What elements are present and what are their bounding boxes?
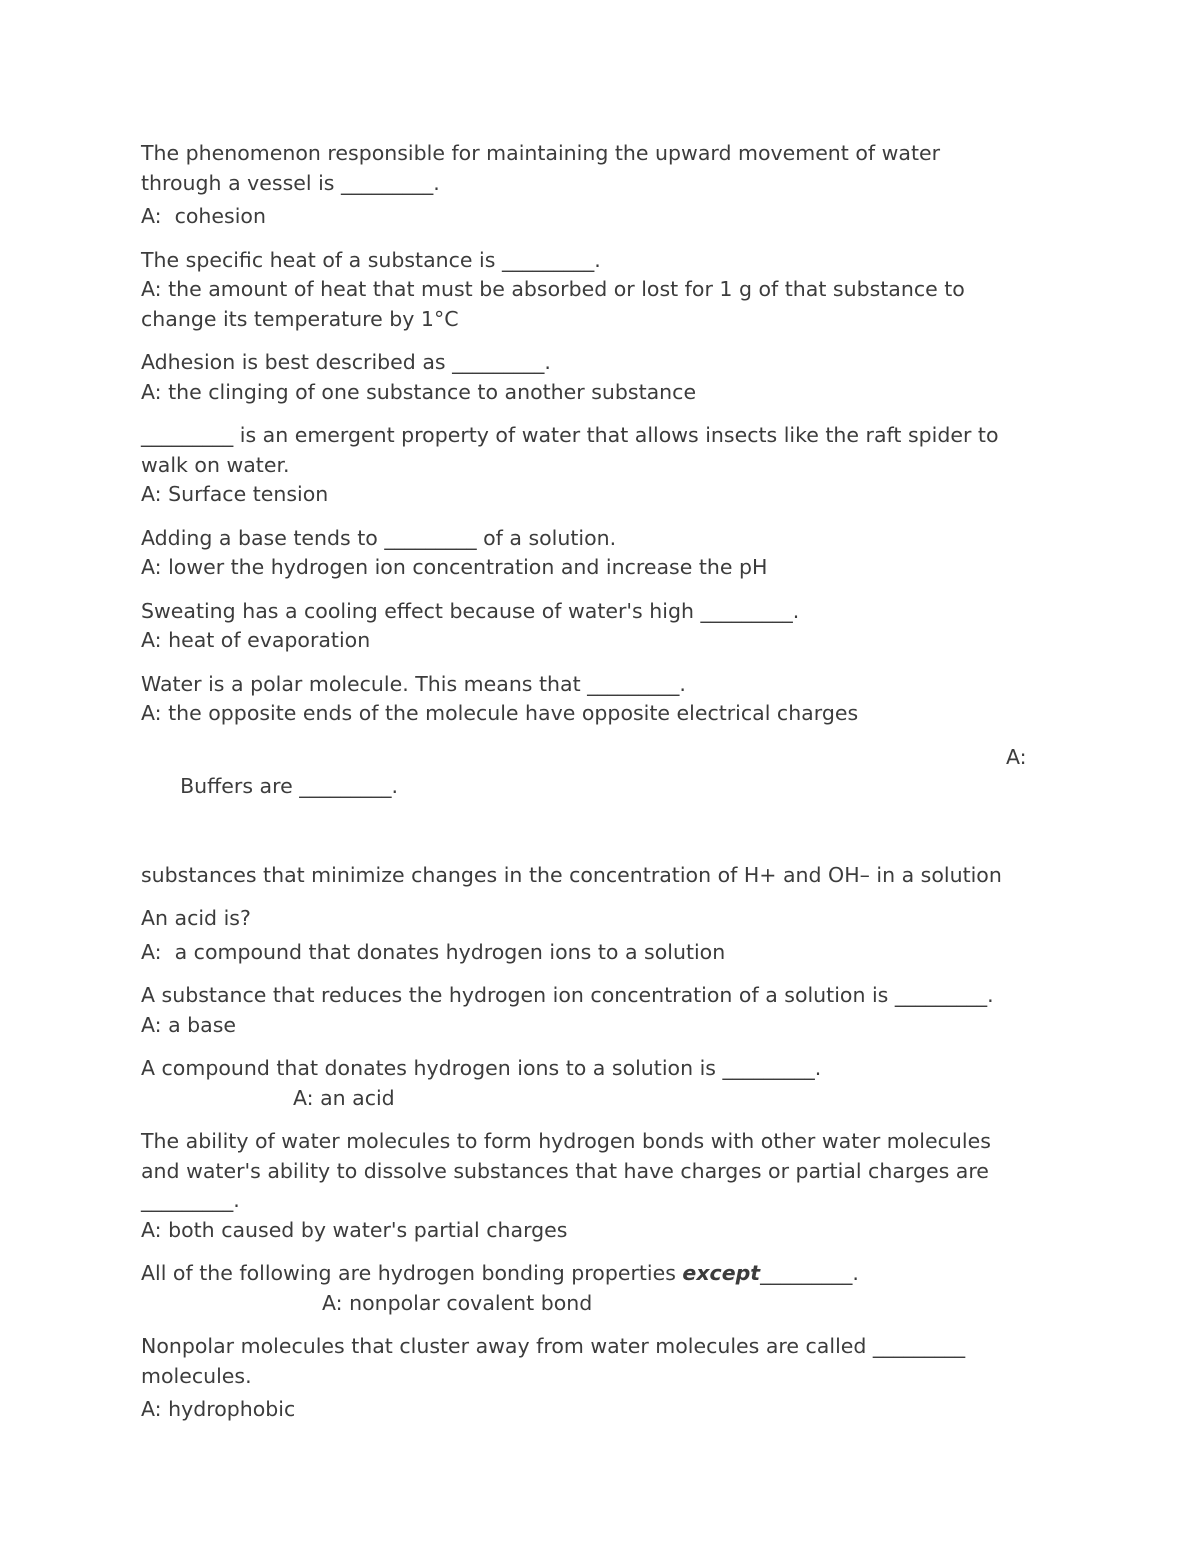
question-text: Adding a base tends to _________ of a solution. bbox=[141, 525, 617, 550]
qa-item-4 bbox=[141, 421, 1061, 510]
qa-item-11 bbox=[141, 1054, 1061, 1113]
qa-item-9 bbox=[141, 904, 1061, 967]
answer-text: A: lower the hydrogen ion concentration and increase the pH bbox=[141, 555, 768, 579]
question-text: Buffers are _________. bbox=[180, 774, 398, 798]
question-text: The specific heat of a substance is _________. bbox=[141, 247, 601, 272]
question-text: and water's ability to dissolve substances that have charges or partial charges are bbox=[141, 1158, 989, 1183]
qa-item-12 bbox=[141, 1127, 1061, 1245]
answer-text: A: a compound that donates hydrogen ions to a solution bbox=[141, 939, 726, 964]
qa-item-13 bbox=[141, 1259, 1061, 1318]
answer-text: A: the opposite ends of the molecule have opposite electrical charges bbox=[141, 701, 859, 725]
answer-text: A: both caused by water's partial charges bbox=[141, 1217, 568, 1242]
answer-text: substances that minimize changes in the concentration of H+ and OH– in a solution bbox=[141, 862, 1002, 887]
question-text: All of the following are hydrogen bonding properties bbox=[141, 1261, 683, 1285]
answer-text: A: the clinging of one substance to another substance bbox=[141, 379, 697, 404]
question-text: molecules. bbox=[141, 1363, 252, 1388]
answer-text: A: an acid bbox=[293, 1085, 395, 1110]
answer-text: A: a base bbox=[141, 1012, 237, 1037]
qa-item-10 bbox=[141, 981, 1061, 1040]
answer-text: A: hydrophobic bbox=[141, 1397, 296, 1421]
question-line bbox=[141, 1259, 1061, 1289]
qa-item-8 bbox=[141, 743, 1061, 891]
question-text: Sweating has a cooling effect because of water's high _________. bbox=[141, 598, 800, 623]
qa-item-2 bbox=[141, 246, 1061, 335]
question-text: through a vessel is _________. bbox=[141, 170, 440, 195]
answer-text: A: Surface tension bbox=[141, 482, 329, 506]
question-text: _________ is an emergent property of water that allows insects like the raft spider to bbox=[141, 423, 999, 447]
question-text: An acid is? bbox=[141, 906, 251, 930]
qa-item-3 bbox=[141, 348, 1061, 407]
document-page bbox=[141, 139, 1061, 1425]
qa-item-14 bbox=[141, 1332, 1061, 1425]
question-text: A substance that reduces the hydrogen ion concentration of a solution is _________. bbox=[141, 983, 994, 1007]
emphasis-text: except bbox=[682, 1261, 761, 1285]
question-text: Nonpolar molecules that cluster away from water molecules are called _________ bbox=[141, 1334, 966, 1358]
answer-text: A: cohesion bbox=[141, 204, 266, 228]
qa-item-1 bbox=[141, 139, 1061, 232]
qa-item-5 bbox=[141, 524, 1061, 583]
question-text: walk on water. bbox=[141, 452, 290, 477]
question-line bbox=[141, 743, 1061, 861]
answer-text: A: heat of evaporation bbox=[141, 628, 371, 652]
qa-item-7 bbox=[141, 670, 1061, 729]
qa-item-6 bbox=[141, 597, 1061, 656]
answer-prefix: A: bbox=[1006, 744, 1027, 769]
question-blank: _________. bbox=[760, 1261, 859, 1285]
question-text: Water is a polar molecule. This means that _________. bbox=[141, 671, 686, 696]
answer-text: A: nonpolar covalent bond bbox=[322, 1290, 593, 1315]
answer-text: A: the amount of heat that must be absorbed or lost for 1 g of that substance to bbox=[141, 277, 965, 301]
question-text: The phenomenon responsible for maintaining the upward movement of water bbox=[141, 141, 941, 165]
question-text: _________. bbox=[141, 1188, 240, 1212]
question-text: Adhesion is best described as _________. bbox=[141, 350, 551, 374]
question-text: A compound that donates hydrogen ions to a solution is _________. bbox=[141, 1056, 822, 1080]
answer-text: change its temperature by 1°C bbox=[141, 306, 459, 331]
question-text: The ability of water molecules to form hydrogen bonds with other water molecules bbox=[141, 1129, 991, 1153]
